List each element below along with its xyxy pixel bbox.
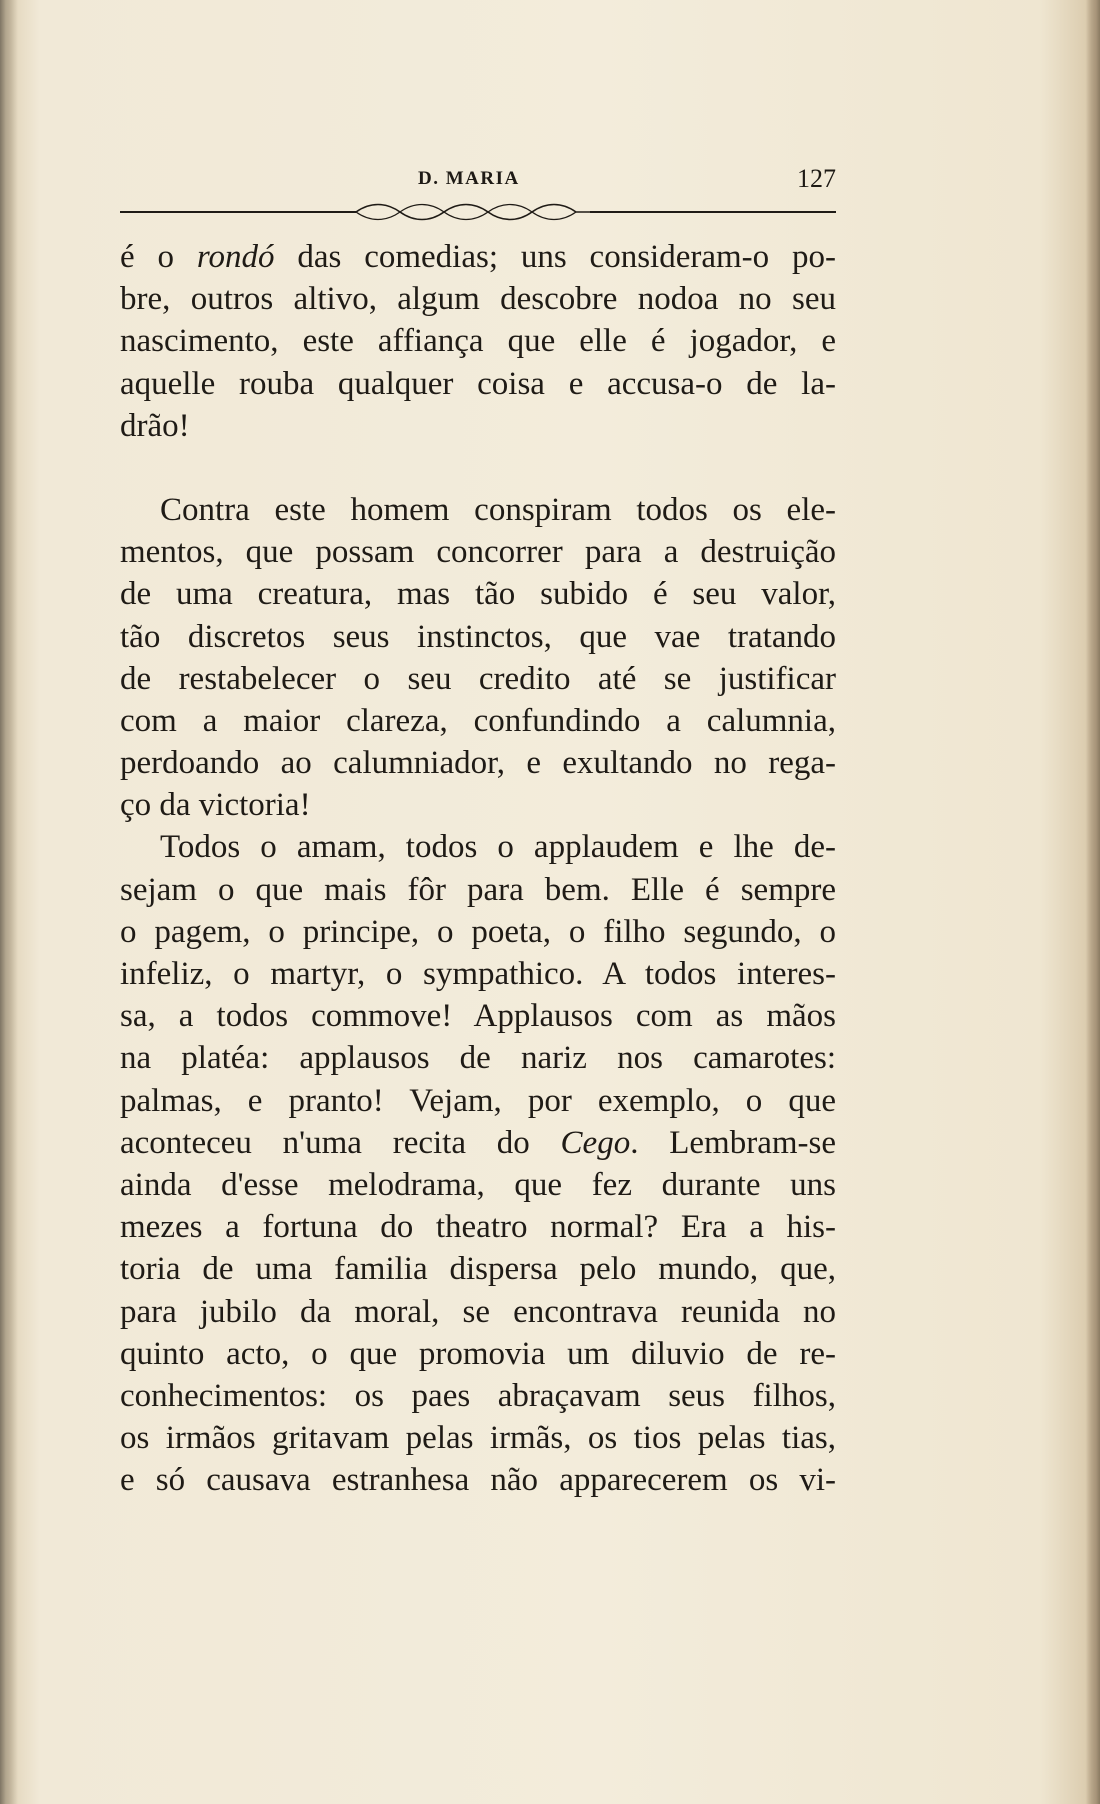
paragraph-2 bbox=[120, 489, 836, 827]
text-line: aquelle rouba qualquer coisa e accusa-o de la- bbox=[120, 365, 836, 402]
text-line: perdoando ao calumniador, e exultando no rega- bbox=[120, 745, 836, 782]
text-span: . Lembram-se bbox=[630, 1124, 837, 1161]
text-line: tão discretos seus instinctos, que vae tratando bbox=[120, 618, 836, 655]
text-line: de restabelecer o seu credito até se justificar bbox=[120, 660, 836, 697]
text-line: para jubilo da moral, se encontrava reunida no bbox=[120, 1293, 836, 1330]
running-head bbox=[120, 164, 836, 196]
text-line: mentos, que possam concorrer para a destruição bbox=[120, 534, 836, 571]
text-line bbox=[120, 236, 836, 278]
text-line: nascimento, este affiança que elle é jogador, e bbox=[120, 323, 836, 360]
text-line: sa, a todos commove! Applausos com as mãos bbox=[120, 998, 836, 1035]
text-line bbox=[120, 1122, 836, 1164]
text-line bbox=[120, 826, 836, 868]
text-span: aconteceu n'uma recita do bbox=[120, 1124, 561, 1161]
italic-word-rondo: rondó bbox=[196, 239, 275, 275]
text-line: de uma creatura, mas tão subido é seu valor, bbox=[120, 576, 836, 613]
text-line: drão! bbox=[120, 407, 190, 444]
text-line: com a maior clareza, confundindo a calumnia, bbox=[120, 702, 836, 739]
text-line: bre, outros altivo, algum descobre nodoa no seu bbox=[120, 281, 836, 318]
text-line: palmas, e pranto! Vejam, por exemplo, o que bbox=[120, 1082, 836, 1119]
text-line: ço da victoria! bbox=[120, 787, 311, 824]
text-line: na platéa: applausos de nariz nos camarotes: bbox=[120, 1040, 836, 1077]
text-span: Todos o amam, todos o applaudem e lhe de- bbox=[160, 829, 836, 866]
text-line: quinto acto, o que promovia um diluvio de re- bbox=[120, 1335, 836, 1372]
text-line: os irmãos gritavam pelas irmãs, os tios pelas tias, bbox=[120, 1420, 836, 1457]
ornamental-rule bbox=[120, 200, 836, 224]
page-number: 127 bbox=[797, 164, 836, 193]
text-span: Contra este homem conspiram todos os ele- bbox=[160, 491, 836, 528]
binding-shadow bbox=[0, 0, 18, 1804]
text-line bbox=[120, 489, 836, 531]
body-text bbox=[120, 236, 836, 1501]
text-line: o pagem, o principe, o poeta, o filho segundo, o bbox=[120, 913, 836, 950]
paragraph-1 bbox=[120, 236, 836, 447]
text-line: infeliz, o martyr, o sympathico. A todos interes- bbox=[120, 956, 836, 992]
text-line: toria de uma familia dispersa pelo mundo, que, bbox=[120, 1251, 836, 1288]
text-line: ainda d'esse melodrama, que fez durante uns bbox=[120, 1166, 836, 1203]
paragraph-gap bbox=[120, 447, 836, 489]
text-line: conhecimentos: os paes abraçavam seus filhos, bbox=[120, 1377, 836, 1414]
text-span: das comedias; uns consideram-o po- bbox=[274, 239, 836, 275]
text-line: sejam o que mais fôr para bem. Elle é sempre bbox=[120, 871, 836, 908]
paragraph-3 bbox=[120, 826, 836, 1501]
italic-word-cego: Cego bbox=[560, 1124, 631, 1161]
text-line: mezes a fortuna do theatro normal? Era a his- bbox=[120, 1209, 836, 1246]
running-head-title: D. MARIA bbox=[418, 168, 520, 189]
page-edge bbox=[1086, 0, 1100, 1804]
text-line: e só causava estranhesa não apparecerem os vi- bbox=[120, 1462, 836, 1499]
text-span: é o bbox=[120, 239, 197, 275]
